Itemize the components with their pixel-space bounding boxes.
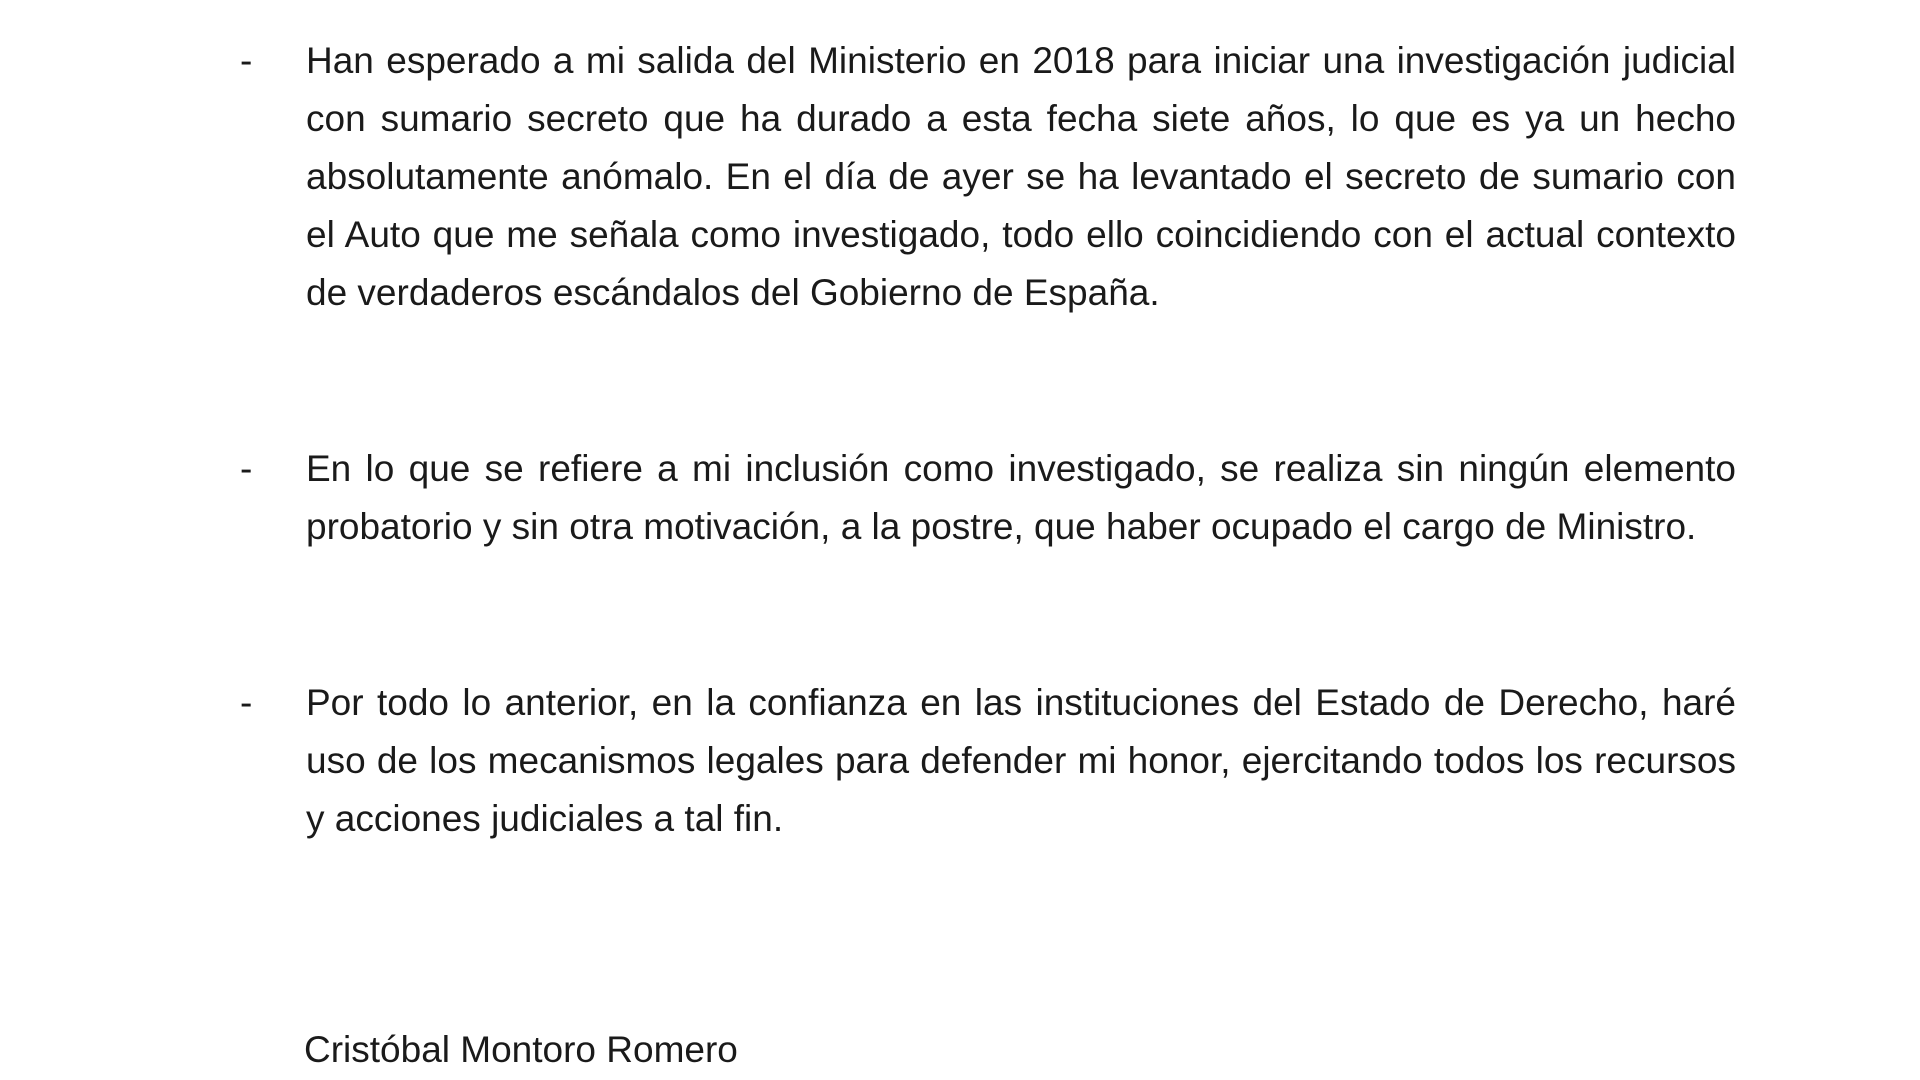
paragraph-text: Por todo lo anterior, en la confianza en las instituciones del Estado de Derecho, haré uso de los mecanismos legales para defender mi honor, ejercitando todos los recursos y acciones judiciales a tal fin. bbox=[306, 682, 1736, 839]
bullet-dash: - bbox=[240, 448, 253, 489]
bullet-dash: - bbox=[240, 40, 253, 81]
signature-name: Cristóbal Montoro Romero bbox=[304, 1029, 738, 1070]
bullet-dash: - bbox=[240, 682, 253, 723]
paragraph-text: En lo que se refiere a mi inclusión como investigado, se realiza sin ningún elemento probatorio y sin otra motivación, a la postre, que haber ocupado el cargo de Ministro. bbox=[306, 448, 1736, 547]
paragraph-text: Han esperado a mi salida del Ministerio en 2018 para iniciar una investigación judicial con sumario secreto que ha durado a esta fecha siete años, lo que es ya un hecho absolutamente anómalo. En el día de ayer se ha levantado el secreto de sumario con el Auto que me señala como investigado, todo ello coincidiendo con el actual contexto de verdaderos escándalos del Gobierno de España. bbox=[306, 40, 1736, 313]
